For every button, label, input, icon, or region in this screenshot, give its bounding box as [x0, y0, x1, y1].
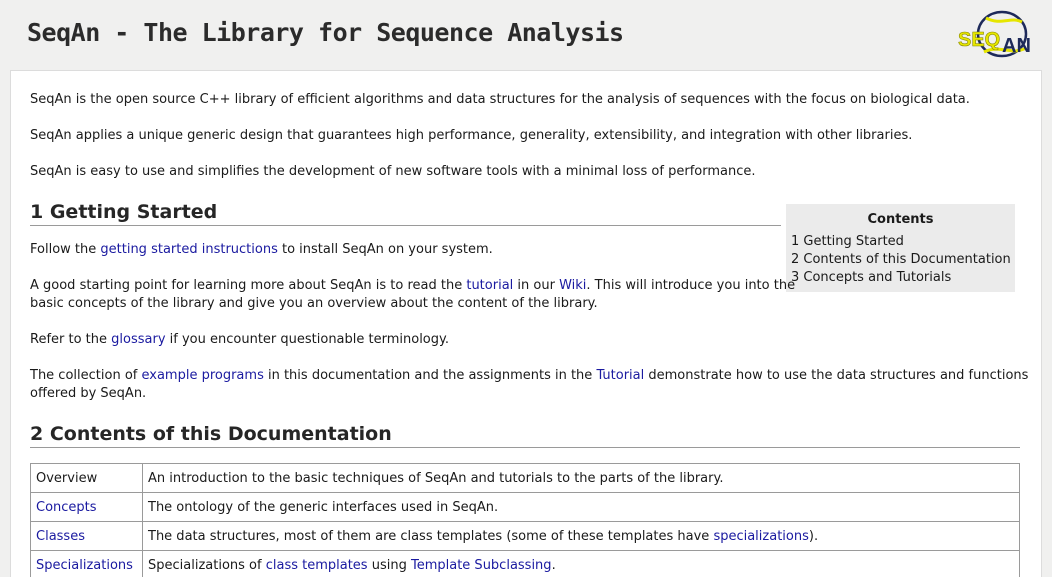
contents-table [30, 463, 1020, 577]
intro-paragraph-2: SeqAn applies a unique generic design that guarantees high performance, generality, extensibility, and integration with other libraries. [30, 128, 913, 143]
logo-helix-yellow [986, 18, 1022, 22]
toc-item-contents[interactable]: 2 Contents of this Documentation [791, 252, 1011, 267]
text: A good starting point for learning more about SeqAn is to read the [30, 278, 467, 293]
classes-link[interactable]: Classes [36, 528, 85, 544]
text: Refer to the [30, 332, 112, 347]
intro-paragraph-1: SeqAn is the open source C++ library of efficient algorithms and data structures for the analysis of sequences with the focus on biological data. [30, 92, 970, 107]
table-cell-name: Overview [31, 464, 143, 493]
table-row [31, 493, 1020, 522]
seqan-logo[interactable] [956, 8, 1040, 64]
tutorial-link[interactable]: tutorial [466, 278, 514, 293]
concepts-link[interactable]: Concepts [36, 499, 97, 515]
wiki-link[interactable]: Wiki [559, 278, 587, 293]
table-row [31, 522, 1020, 551]
intro-paragraph-3: SeqAn is easy to use and simplifies the development of new software tools with a minimal loss of performance. [30, 164, 756, 179]
getting-started-paragraph [30, 241, 493, 259]
tutorial-paragraph-line-2: basic concepts of the library and give you an overview about the content of the library. [30, 296, 598, 311]
text: in our [513, 278, 560, 293]
section-heading-contents: 2 Contents of this Documentation [30, 423, 1020, 448]
examples-paragraph-line-2: offered by SeqAn. [30, 386, 147, 401]
glossary-paragraph [30, 331, 449, 349]
table-cell-name [31, 551, 143, 577]
table-cell-name [31, 493, 143, 522]
section-heading-getting-started: 1 Getting Started [30, 201, 781, 226]
toc-item-concepts[interactable]: 3 Concepts and Tutorials [791, 270, 952, 285]
text: using [367, 557, 411, 573]
text: . This will introduce you into the [586, 278, 796, 293]
class-templates-link[interactable]: class templates [265, 557, 368, 573]
text: ). [808, 528, 819, 544]
table-cell-desc [143, 551, 1020, 577]
text: Specializations of [148, 557, 266, 573]
text: The collection of [30, 368, 142, 383]
specializations-link[interactable]: specializations [713, 528, 809, 544]
table-cell-name [31, 522, 143, 551]
examples-paragraph-line-1 [30, 367, 1028, 385]
getting-started-instructions-link[interactable]: getting started instructions [100, 242, 278, 257]
text: to install SeqAn on your system. [277, 242, 493, 257]
text: if you encounter questionable terminology. [165, 332, 449, 347]
logo-text-an: AN [1002, 35, 1031, 57]
text: Follow the [30, 242, 101, 257]
specializations-row-link[interactable]: Specializations [36, 557, 133, 573]
page-header [0, 0, 1052, 70]
toc-title: Contents [867, 212, 934, 227]
table-cell-desc: The ontology of the generic interfaces used in SeqAn. [143, 493, 1020, 522]
text: demonstrate how to use the data structures and functions [644, 368, 1029, 383]
table-cell-desc: An introduction to the basic techniques of SeqAn and tutorials to the parts of the library. [143, 464, 1020, 493]
table-of-contents [786, 204, 1015, 292]
tutorial-paragraph-line-1 [30, 277, 795, 295]
text: in this documentation and the assignments in the [263, 368, 597, 383]
text: The data structures, most of them are class templates (some of these templates have [148, 528, 714, 544]
glossary-link[interactable]: glossary [111, 332, 166, 347]
page-title: SeqAn - The Library for Sequence Analysis [27, 18, 624, 47]
template-subclassing-link[interactable]: Template Subclassing [410, 557, 552, 573]
main-content [10, 70, 1042, 577]
toc-item-getting-started[interactable]: 1 Getting Started [791, 234, 904, 249]
table-cell-desc [143, 522, 1020, 551]
tutorial-link-2[interactable]: Tutorial [596, 368, 645, 383]
table-row [31, 551, 1020, 577]
logo-text-seq: SEQ [958, 29, 1001, 51]
text: . [551, 557, 556, 573]
example-programs-link[interactable]: example programs [141, 368, 264, 383]
table-row [31, 464, 1020, 493]
